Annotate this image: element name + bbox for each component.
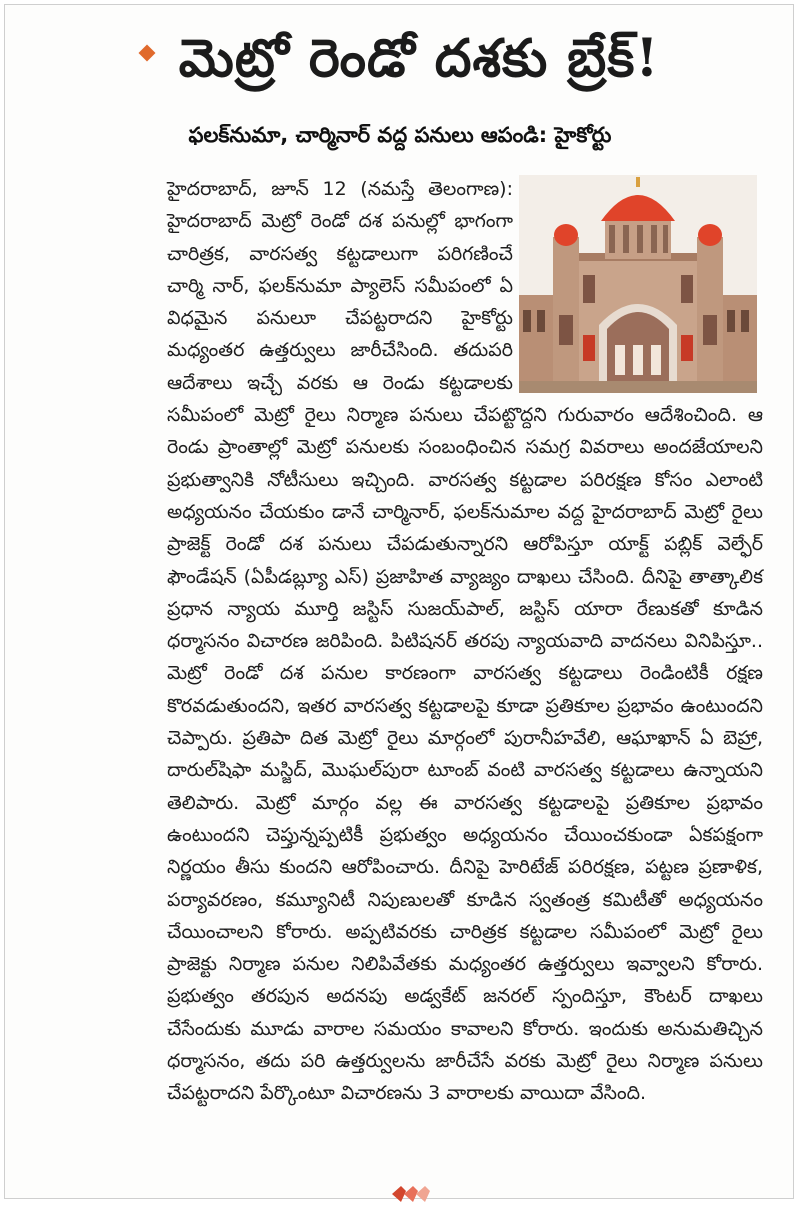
clipping-frame: [4, 4, 794, 1199]
article-body-text: హైదరాబాద్ మెట్రో రెండో దశ పనుల్లో భాగంగా చారిత్రక, వారసత్వ కట్టడాలుగా పరిగణించే చార్మి నార్, ఫలక్‌నుమా ప్యాలెస్ సమీపంలో ఏ విధమైన పనులూ చేపట్టరాదని హైకోర్టు మధ్యంతర ఉత్తర్వులు జారీచేసింది. తదుపరి ఆదేశాలు ఇచ్చే వరకు ఆ రెండు కట్టడాలకు సమీపంలో మెట్రో రైలు నిర్మాణ పనులు చేపట్టొద్దని గురువారం ఆదేశించింది. ఆ రెండు ప్రాంతాల్లో మెట్రో పనులకు సంబంధించిన సమగ్ర వివరాలు అందజేయాలని ప్రభుత్వానికి నోటీసులు ఇచ్చింది. వారసత్వ కట్టడాల పరిరక్షణ కోసం ఎలాంటి అధ్యయనం చేయకుం డానే చార్మినార్, ఫలక్‌నుమాల వద్ద హైదరాబాద్ మెట్రో రైలు ప్రాజెక్ట్ రెండో దశ పనులు చేపడుతున్నారని ఆరోపిస్తూ యాక్ట్ పబ్లిక్ వెల్ఫేర్ ఫౌండేషన్ (ఏపీడబ్ల్యూ ఎస్) ప్రజాహిత వ్యాజ్యం దాఖలు చేసింది. దీనిపై తాత్కాలిక ప్రధాన న్యాయ మూర్తి జస్టిస్ సుజయ్‌పాల్, జస్టిస్ యారా రేణుకతో కూడిన ధర్మాసనం విచారణ జరిపింది. పిటిషనర్ తరపు న్యాయవాది వాదనలు వినిపిస్తూ.. మెట్రో రెండో దశ పనుల కారణంగా వారసత్వ కట్టడాలు రెండింటికీ రక్షణ కొరవడుతుందని, ఇతర వారసత్వ కట్టడాలపై కూడా ప్రతికూల ప్రభావం ఉంటుందని చెప్పారు. ప్రతిపా దిత మెట్రో రైలు మార్గంలో పురానీహవేలి, ఆఘాఖాన్ ఏ బెహ్రా, దారుల్‌షిఫా మస్జిద్, మొఘల్‌పురా టూంబ్ వంటి వారసత్వ కట్టడాలు ఉన్నాయని తెలిపారు. మెట్రో మార్గం వల్ల ఈ వారసత్వ కట్టడాలపై ప్రతికూల ప్రభావం ఉంటుందని చెప్తున్నప్పటికీ ప్రభుత్వం అధ్యయనం చేయించకుండా ఏకపక్షంగా నిర్ణయం తీసు కుందని ఆరోపించారు. దీనిపై హెరిటేజ్ పరిరక్షణ, పట్టణ ప్రణాళిక, పర్యావరణం, కమ్యూనిటీ నిపుణులతో కూడిన స్వతంత్ర కమిటీతో అధ్యయనం చేయించాలని కోరారు. అప్పటివరకు చారిత్రక కట్టడాల సమీపంలో మెట్రో రైలు ప్రాజెక్టు నిర్మాణ పనుల నిలిపివేతకు మధ్యంతర ఉత్తర్వులు ఇవ్వాలని కోరారు. ప్రభుత్వం తరపున అదనపు అడ్వకేట్ జనరల్ స్పందిస్తూ, కౌంటర్ దాఖలు చేసేందుకు మూడు వారాల సమయం కావాలని కోరారు. ఇందుకు అనుమతిచ్చిన ధర్మాసనం, తదు పరి ఉత్తర్వులను జారీచేసే వరకు మెట్రో రైలు నిర్మాణ పనులు చేపట్టరాదని పేర్కొంటూ విచారణను 3 వారాలకు వాయిదా వేసింది.: [167, 210, 763, 1105]
dateline: హైదరాబాద్, జూన్ 12 (నమస్తే తెలంగాణ):: [167, 178, 513, 200]
end-mark-icon: [390, 1185, 430, 1203]
subheadline: ఫలక్‌నుమా, చార్మినార్ వద్ద పనులు ఆపండి: హైకోర్టు: [188, 123, 612, 147]
headline-bullet: [138, 45, 155, 62]
headline-row: [5, 27, 795, 107]
headline: మెట్రో రెండో దశకు బ్రేక్!: [178, 28, 660, 89]
article-body: [167, 173, 763, 1110]
